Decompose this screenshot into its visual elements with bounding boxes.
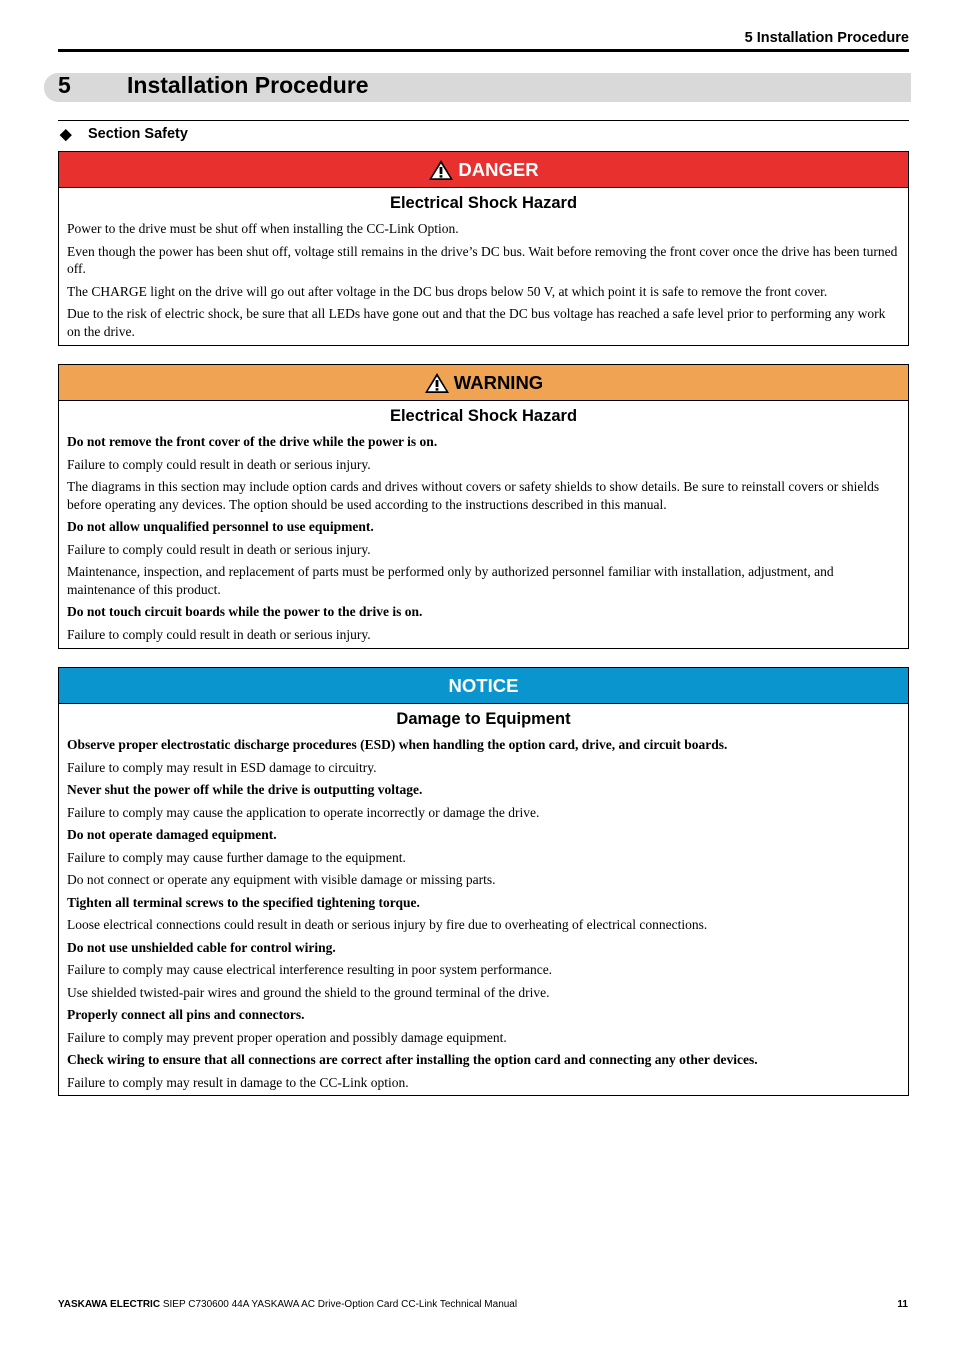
chapter-number: 5 bbox=[58, 72, 71, 98]
danger-header bbox=[59, 152, 908, 188]
warning-paragraph: Failure to comply could result in death or serious injury. bbox=[67, 626, 371, 642]
notice-paragraph: Properly connect all pins and connectors. bbox=[67, 1007, 305, 1022]
page-number: 11 bbox=[897, 1299, 908, 1310]
notice-paragraph: Do not use unshielded cable for control wiring. bbox=[67, 939, 336, 955]
section-heading bbox=[60, 124, 188, 144]
notice-paragraph: Tighten all terminal screws to the specified tightening torque. bbox=[67, 894, 420, 910]
notice-paragraph: Check wiring to ensure that all connections are correct after installing the option card and connecting any other devices. bbox=[67, 1052, 758, 1067]
notice-paragraph: Loose electrical connections could result in death or serious injury by fire due to overheating of electrical connections. bbox=[67, 917, 708, 932]
warning-paragraph: Failure to comply could result in death or serious injury. bbox=[67, 541, 371, 557]
notice-paragraph: Observe proper electrostatic discharge procedures (ESD) when handling the option card, drive, and circuit boards. bbox=[67, 737, 728, 752]
notice-title: Damage to Equipment bbox=[396, 710, 571, 728]
notice-paragraph: Do not connect or operate any equipment with visible damage or missing parts. bbox=[67, 872, 496, 887]
footer-document-info bbox=[58, 1299, 517, 1310]
warning-triangle-icon bbox=[428, 159, 454, 181]
section-rule bbox=[58, 120, 909, 121]
danger-label: DANGER bbox=[458, 158, 539, 180]
warning-box bbox=[58, 364, 909, 649]
notice-paragraph: Failure to comply may result in ESD damage to circuitry. bbox=[67, 759, 377, 775]
warning-paragraph: Do not remove the front cover of the drive while the power is on. bbox=[67, 434, 438, 449]
warning-paragraph: Do not touch circuit boards while the power to the drive is on. bbox=[67, 604, 423, 620]
danger-box bbox=[58, 151, 909, 346]
warning-header bbox=[59, 365, 908, 401]
running-head: 5 Installation Procedure bbox=[744, 30, 909, 46]
notice-label: NOTICE bbox=[448, 674, 519, 696]
notice-paragraph: Failure to comply may cause further damage to the equipment. bbox=[67, 849, 406, 865]
footer-doc-title: SIEP C730600 44A YASKAWA AC Drive-Option Card CC-Link Technical Manual bbox=[160, 1299, 518, 1310]
danger-body bbox=[59, 220, 908, 351]
warning-paragraph: The diagrams in this section may include option cards and drives without covers or safety shields to show details. Be sure to reinstall covers or shields before operating any devices. The option should be used according to the instructions described in this manual. bbox=[67, 479, 880, 512]
notice-paragraph: Failure to comply may result in damage to the CC-Link option. bbox=[67, 1074, 409, 1090]
section-title: Section Safety bbox=[88, 126, 188, 142]
warning-paragraph: Failure to comply could result in death or serious injury. bbox=[67, 456, 371, 472]
notice-header bbox=[59, 668, 908, 704]
danger-paragraph: Due to the risk of electric shock, be sure that all LEDs have gone out and that the DC bus voltage has reached a safe level prior to performing any work on the drive. bbox=[67, 306, 886, 339]
danger-paragraph: Even though the power has been shut off, voltage still remains in the drive’s DC bus. Wait before removing the front cover once the drive has been turned off. bbox=[67, 243, 898, 277]
notice-paragraph: Failure to comply may prevent proper operation and possibly damage equipment. bbox=[67, 1029, 507, 1045]
diamond-bullet-icon: ◆ bbox=[60, 126, 72, 143]
warning-label: WARNING bbox=[453, 371, 544, 393]
notice-paragraph: Use shielded twisted-pair wires and ground the shield to the ground terminal of the drive. bbox=[67, 984, 550, 1000]
danger-paragraph: The CHARGE light on the drive will go out after voltage in the DC bus drops below 50 V, at which point it is safe to remove the front cover. bbox=[67, 283, 828, 299]
danger-paragraph: Power to the drive must be shut off when installing the CC-Link Option. bbox=[67, 221, 459, 236]
warning-triangle-icon bbox=[424, 372, 450, 394]
warning-paragraph: Maintenance, inspection, and replacement of parts must be performed only by authorized personnel familiar with installation, adjustment, and maintenance of this product. bbox=[67, 564, 834, 597]
notice-box bbox=[58, 667, 909, 1096]
footer-brand: YASKAWA ELECTRIC bbox=[58, 1299, 161, 1310]
warning-paragraph: Do not allow unqualified personnel to use equipment. bbox=[67, 519, 374, 535]
notice-paragraph: Failure to comply may cause electrical interference resulting in poor system performance. bbox=[67, 962, 553, 977]
warning-title: Electrical Shock Hazard bbox=[389, 407, 578, 425]
notice-body bbox=[59, 736, 908, 1102]
danger-title: Electrical Shock Hazard bbox=[389, 194, 578, 212]
chapter-title: Installation Procedure bbox=[127, 72, 369, 98]
warning-body bbox=[59, 433, 908, 654]
header-rule bbox=[58, 49, 909, 52]
notice-paragraph: Failure to comply may cause the application to operate incorrectly or damage the drive. bbox=[67, 804, 540, 820]
notice-paragraph: Do not operate damaged equipment. bbox=[67, 827, 277, 842]
notice-paragraph: Never shut the power off while the drive is outputting voltage. bbox=[67, 782, 423, 797]
